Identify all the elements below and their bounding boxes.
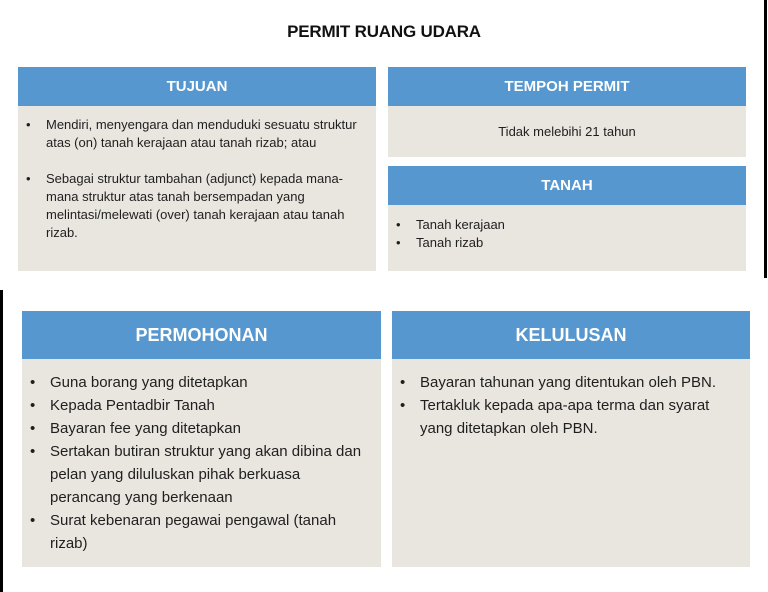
card-heading: TEMPOH PERMIT: [388, 67, 746, 106]
list-item: • Bayaran fee yang ditetapkan: [22, 417, 373, 440]
list-item: • Sebagai struktur tambahan (adjunct) kepada mana-mana struktur atas tanah bersempadan yang melintasi/melewati (over) tanah kerajaan atau tanah rizab.: [18, 170, 368, 242]
card-body: [388, 106, 746, 157]
card-body: [22, 359, 381, 567]
card-kelulusan: [392, 311, 750, 567]
list-item: • Tanah rizab: [388, 234, 738, 252]
list-item: • Surat kebenaran pegawai pengawal (tanah rizab): [22, 509, 373, 555]
list-item: • Kepada Pentadbir Tanah: [22, 394, 373, 417]
card-body: [388, 205, 746, 271]
card-heading: PERMOHONAN: [22, 311, 381, 359]
card-heading: KELULUSAN: [392, 311, 750, 359]
card-heading: TANAH: [388, 166, 746, 205]
list-item: • Tertakluk kepada apa-apa terma dan syarat yang ditetapkan oleh PBN.: [392, 394, 742, 440]
bullet-list: [388, 216, 738, 252]
list-item: • Bayaran tahunan yang ditentukan oleh PBN.: [392, 371, 742, 394]
card-heading: TUJUAN: [18, 67, 376, 106]
list-item: • Guna borang yang ditetapkan: [22, 371, 373, 394]
card-body: [392, 359, 750, 567]
card-tempoh-permit: [388, 67, 746, 157]
bullet-list: [22, 371, 373, 555]
list-item: • Mendiri, menyengara dan menduduki sesuatu struktur atas (on) tanah kerajaan atau tanah rizab; atau: [18, 116, 368, 152]
page-title: PERMIT RUANG UDARA: [287, 22, 481, 41]
card-body: [18, 106, 376, 271]
card-text: Tidak melebihi 21 tahun: [498, 124, 636, 139]
bullet-list: [18, 116, 368, 242]
card-tujuan: [18, 67, 376, 271]
list-item: • Sertakan butiran struktur yang akan dibina dan pelan yang diluluskan pihak berkuasa perancang yang berkenaan: [22, 440, 373, 509]
card-tanah: [388, 166, 746, 271]
card-permohonan: [22, 311, 381, 567]
left-edge-border: [0, 290, 3, 592]
bullet-list: [392, 371, 742, 440]
list-item: • Tanah kerajaan: [388, 216, 738, 234]
